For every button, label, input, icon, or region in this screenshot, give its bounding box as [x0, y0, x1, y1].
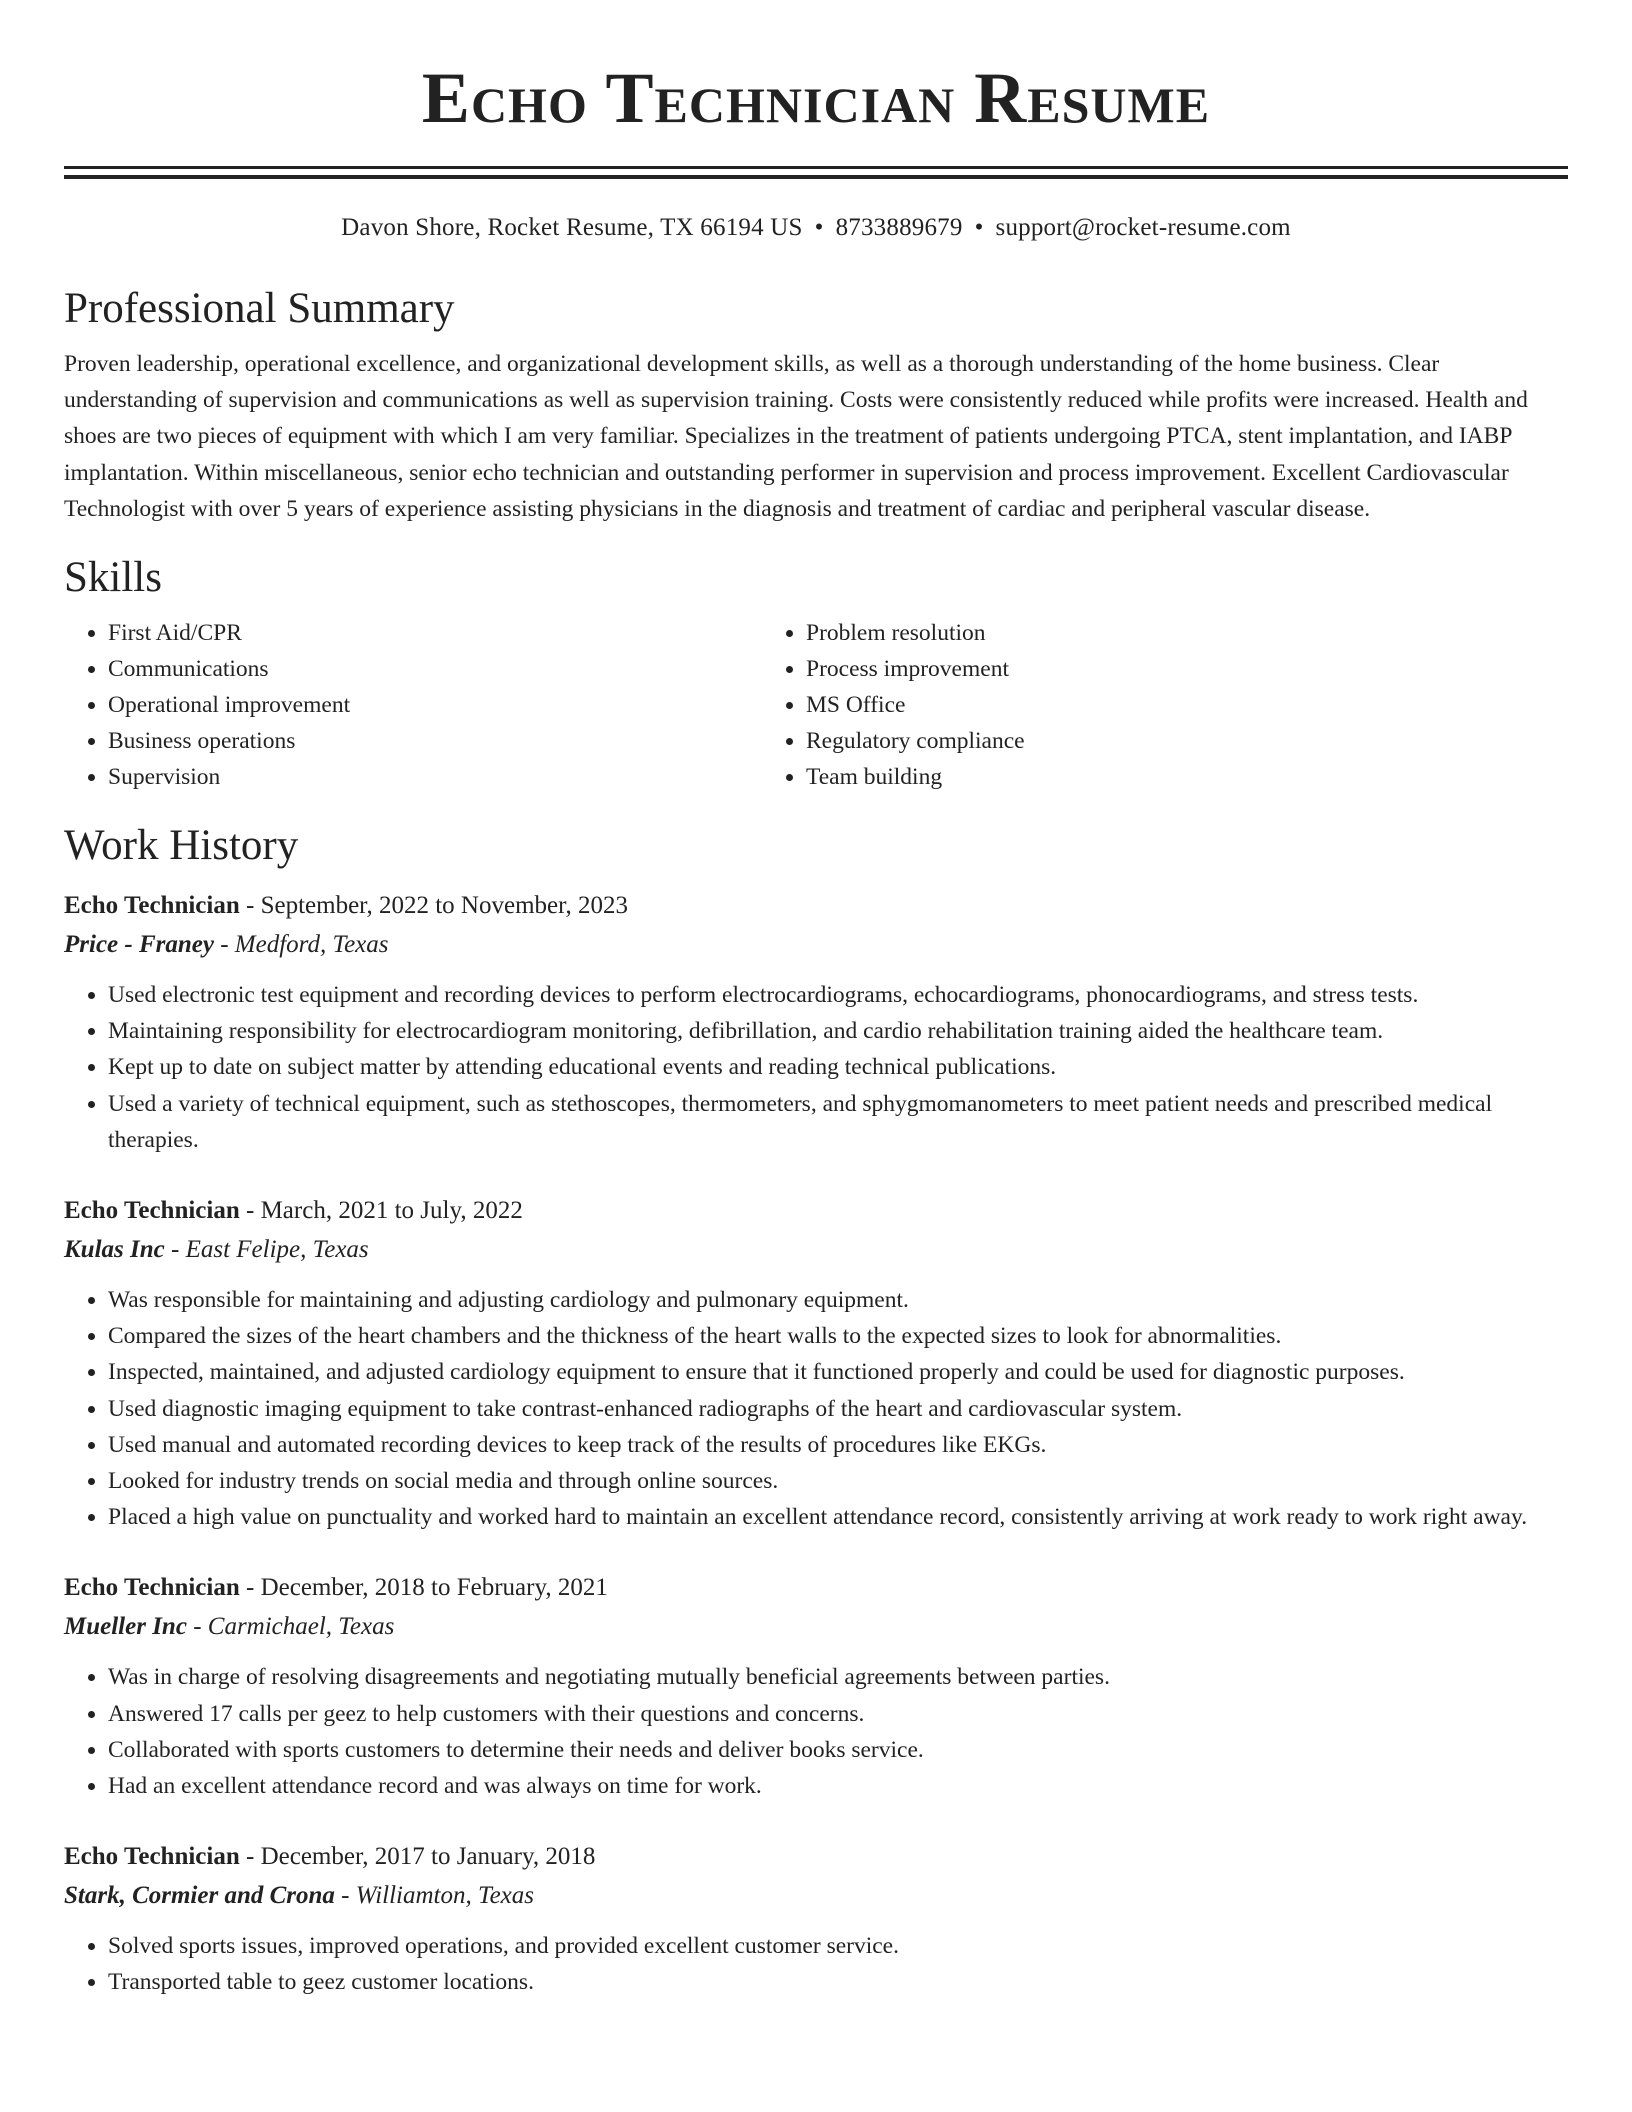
job-duty: • Used electronic test equipment and recording devices to perform electrocardiograms, echocardiograms, phonocardiograms, and stress tests. [108, 977, 1568, 1013]
skill-item: • Business operations [108, 723, 762, 759]
skill-item: • First Aid/CPR [108, 615, 762, 651]
job-duty: • Was responsible for maintaining and adjusting cardiology and pulmonary equipment. [108, 1282, 1568, 1318]
job-duties [64, 1659, 1568, 1804]
summary-heading: Professional Summary [64, 285, 455, 332]
job-duty: • Had an excellent attendance record and was always on time for work. [108, 1768, 1568, 1804]
job-location: East Felipe, Texas [185, 1236, 369, 1264]
job-header: Echo Technician - December, 2018 to February, 2021 [64, 1574, 608, 1602]
job-title: Echo Technician [64, 1197, 240, 1225]
job-duties [64, 977, 1568, 1158]
job-location: Medford, Texas [234, 931, 389, 959]
title-divider-thin [64, 166, 1568, 169]
work-history-heading: Work History [64, 822, 299, 870]
job-duty: • Placed a high value on punctuality and worked hard to maintain an excellent attendance record, consistently arriving at work ready to work right away. [108, 1499, 1568, 1535]
job-header: Echo Technician - September, 2022 to November, 2023 [64, 892, 628, 920]
job-header: Echo Technician - December, 2017 to January, 2018 [64, 1843, 596, 1871]
job-entry [64, 1571, 1568, 1804]
job-employer-line: Kulas Inc - East Felipe, Texas [64, 1236, 369, 1264]
job-entry [64, 1840, 1568, 2000]
skills-column-right [762, 615, 1568, 795]
skills-column-left [64, 615, 762, 795]
job-duty: • Answered 17 calls per geez to help customers with their questions and concerns. [108, 1696, 1568, 1732]
job-header: Echo Technician - March, 2021 to July, 2022 [64, 1197, 523, 1225]
job-duties [64, 1928, 1568, 2000]
skill-item: • Communications [108, 651, 762, 687]
job-employer-line: Stark, Cormier and Crona - Williamton, Texas [64, 1882, 535, 1910]
job-dates: March, 2021 to July, 2022 [260, 1197, 523, 1225]
job-duties [64, 1282, 1568, 1535]
skill-item: • Regulatory compliance [806, 723, 1568, 759]
job-employer: Mueller Inc [64, 1613, 187, 1641]
job-employer-line: Mueller Inc - Carmichael, Texas [64, 1613, 395, 1641]
job-dates: December, 2018 to February, 2021 [260, 1574, 608, 1602]
job-duty: • Inspected, maintained, and adjusted cardiology equipment to ensure that it functioned properly and could be used for diagnostic purposes. [108, 1354, 1568, 1390]
job-duty: • Looked for industry trends on social media and through online sources. [108, 1463, 1568, 1499]
job-title: Echo Technician [64, 1843, 240, 1871]
contact-separator: • [974, 214, 984, 241]
job-location: Williamton, Texas [355, 1882, 535, 1910]
job-dates: September, 2022 to November, 2023 [260, 892, 628, 920]
job-employer: Kulas Inc [64, 1236, 165, 1264]
job-entry [64, 1194, 1568, 1535]
job-dates: December, 2017 to January, 2018 [260, 1843, 596, 1871]
contact-line [64, 212, 1568, 244]
summary-text: Proven leadership, operational excellence, and organizational development skills, as well as a thorough understanding of the home business. Clear understanding of supervision and communications as well as supervision training. Costs were consistently reduced while profits were increased. Health and shoes are two pieces of equipment with which I am very familiar. Specializes in the treatment of patients undergoing PTCA, stent implantation, and IABP implantation. Within miscellaneous, senior echo technician and outstanding performer in supervision and process improvement. Excellent Cardiovascular Technologist with over 5 years of experience assisting physicians in the diagnosis and treatment of cardiac and peripheral vascular disease. [64, 351, 1528, 522]
job-title: Echo Technician [64, 892, 240, 920]
contact-separator: • [814, 214, 824, 241]
skill-item: • MS Office [806, 687, 1568, 723]
skill-item: • Supervision [108, 759, 762, 795]
skill-item: • Problem resolution [806, 615, 1568, 651]
job-location: Carmichael, Texas [207, 1613, 395, 1641]
job-duty: • Solved sports issues, improved operations, and provided excellent customer service. [108, 1928, 1568, 1964]
skills-heading: Skills [64, 554, 162, 602]
job-employer: Stark, Cormier and Crona [64, 1882, 335, 1910]
job-employer-line: Price - Franey - Medford, Texas [64, 931, 389, 959]
contact-email: support@rocket-resume.com [995, 214, 1291, 241]
job-duty: • Maintaining responsibility for electrocardiogram monitoring, defibrillation, and cardio rehabilitation training aided the healthcare team. [108, 1013, 1568, 1049]
job-entry [64, 889, 1568, 1158]
job-duty: • Kept up to date on subject matter by attending educational events and reading technical publications. [108, 1049, 1568, 1085]
job-duty: • Used a variety of technical equipment, such as stethoscopes, thermometers, and sphygmomanometers to meet patient needs and prescribed medical therapies. [108, 1086, 1568, 1158]
job-duty: • Collaborated with sports customers to determine their needs and deliver books service. [108, 1732, 1568, 1768]
job-duty: • Used manual and automated recording devices to keep track of the results of procedures like EKGs. [108, 1427, 1568, 1463]
job-employer: Price - Franey [64, 931, 214, 959]
skills-list [64, 615, 1568, 795]
skill-item: • Operational improvement [108, 687, 762, 723]
job-title: Echo Technician [64, 1574, 240, 1602]
contact-address: Davon Shore, Rocket Resume, TX 66194 US [341, 214, 803, 241]
job-duty: • Was in charge of resolving disagreements and negotiating mutually beneficial agreements between parties. [108, 1659, 1568, 1695]
job-duty: • Used diagnostic imaging equipment to take contrast-enhanced radiographs of the heart and cardiovascular system. [108, 1391, 1568, 1427]
skill-item: • Team building [806, 759, 1568, 795]
job-duty: • Compared the sizes of the heart chambers and the thickness of the heart walls to the expected sizes to look for abnormalities. [108, 1318, 1568, 1354]
contact-phone: 8733889679 [835, 214, 963, 241]
page-title: Echo Technician Resume [421, 58, 1211, 138]
job-duty: • Transported table to geez customer locations. [108, 1964, 1568, 2000]
title-divider-thick [64, 175, 1568, 179]
skill-item: • Process improvement [806, 651, 1568, 687]
